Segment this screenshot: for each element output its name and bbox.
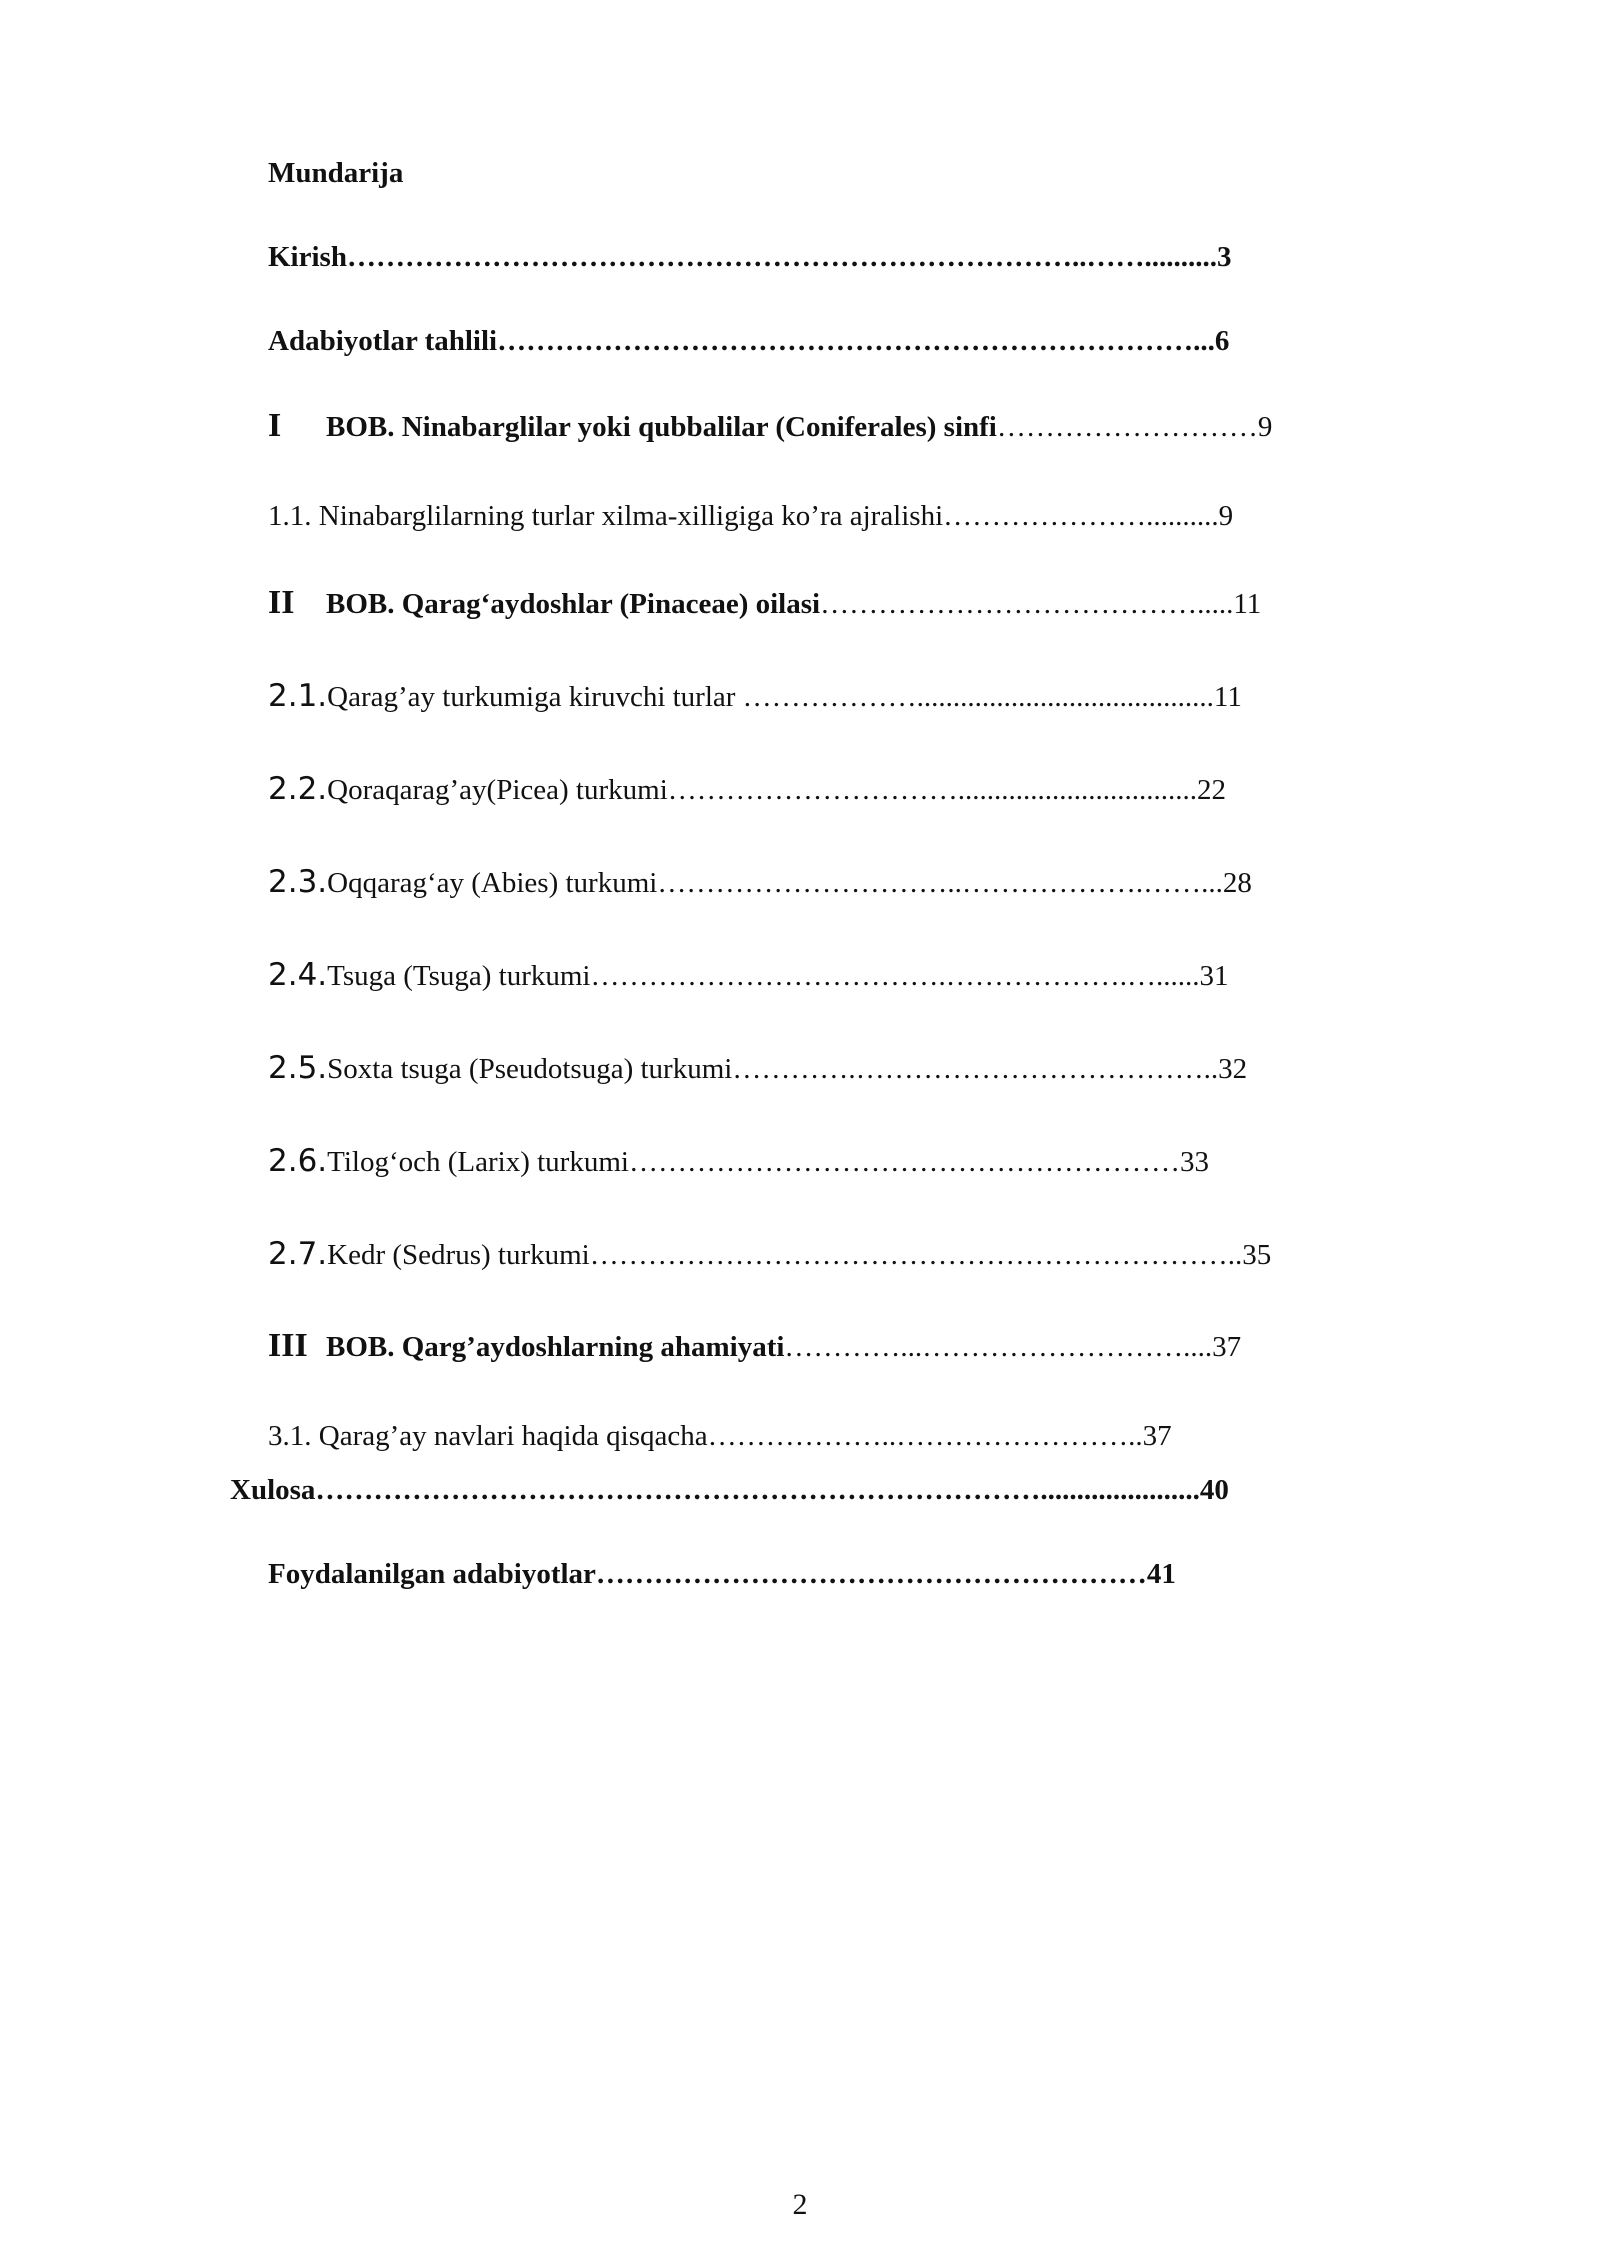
toc-entry-2-6 (268, 1143, 1209, 1180)
toc-leader: ………………………………….....11 (820, 588, 1262, 620)
toc-entry-2-1 (268, 678, 1242, 715)
toc-entry-3-1: 3.1. Qarag’ay navlari haqida qisqacha………………..……………………..37 (268, 1420, 1172, 1452)
chapter-numeral: II (268, 584, 295, 621)
chapter-title: BOB. Qarag‘aydoshlar (Pinaceae) oilasi (326, 588, 821, 620)
toc-heading: Mundarija (268, 157, 404, 189)
section-title: Soxta tsuga (Pseudotsuga) turkumi………….………………………………..32 (327, 1053, 1248, 1085)
toc-entry-2-3 (268, 864, 1252, 901)
toc-entry-2-5 (268, 1050, 1247, 1087)
section-number: 2.2. (268, 771, 328, 807)
toc-leader: …………...………………………....37 (784, 1331, 1242, 1363)
toc-entry-xulosa: Xulosa…………………………………………………………………......................40 (230, 1474, 1229, 1506)
chapter-title: BOB. Qarg’aydoshlarning ahamiyati (326, 1331, 785, 1363)
toc-leader: ………………………9 (996, 411, 1273, 443)
chapter-numeral: I (268, 407, 282, 444)
toc-entry-2-7 (268, 1236, 1271, 1273)
toc-entry-foydalanilgan-adabiyotlar: Foydalanilgan adabiyotlar…………………………………………………41 (268, 1558, 1176, 1590)
section-title: Oqqarag‘ay (Abies) turkumi…………………………..……………….……...28 (327, 867, 1252, 899)
chapter-title: BOB. Ninabarglilar yoki qubbalilar (Coniferales) sinfi (326, 411, 997, 443)
section-number: 2.1. (268, 678, 328, 714)
page-number: 2 (792, 2188, 808, 2221)
toc-entry-chapter-1 (268, 408, 1272, 445)
section-title: Tilog‘och (Larix) turkumi…………………………………………………33 (327, 1146, 1209, 1178)
toc-entry-chapter-3 (268, 1328, 1241, 1365)
section-number: 2.7. (268, 1236, 328, 1272)
toc-entry-1-1: 1.1. Ninabarglilarning turlar xilma-xilligiga ko’ra ajralishi…………………..........9 (268, 500, 1234, 532)
chapter-numeral: III (268, 1327, 308, 1364)
section-number: 2.4. (268, 957, 328, 993)
section-number: 2.3. (268, 864, 328, 900)
section-title: Kedr (Sedrus) turkumi…………………………………………………………..35 (327, 1239, 1272, 1271)
section-title: Tsuga (Tsuga) turkumi……………………………….……………….…......31 (327, 960, 1229, 992)
section-number: 2.6. (268, 1143, 328, 1179)
toc-entry-kirish: Kirish…………………………………………………………………..……..........3 (268, 241, 1232, 273)
section-title: Qoraqarag’ay(Picea) turkumi………………………….................................22 (327, 774, 1227, 806)
toc-entry-2-2 (268, 771, 1226, 808)
section-number: 2.5. (268, 1050, 328, 1086)
toc-entry-2-4 (268, 957, 1229, 994)
section-title: Qarag’ay turkumiga kiruvchi turlar ……………….........................................11 (327, 681, 1242, 713)
toc-entry-adabiyotlar-tahlili: Adabiyotlar tahlili………………………………………………………………...6 (268, 325, 1230, 357)
toc-entry-chapter-2 (268, 585, 1261, 622)
